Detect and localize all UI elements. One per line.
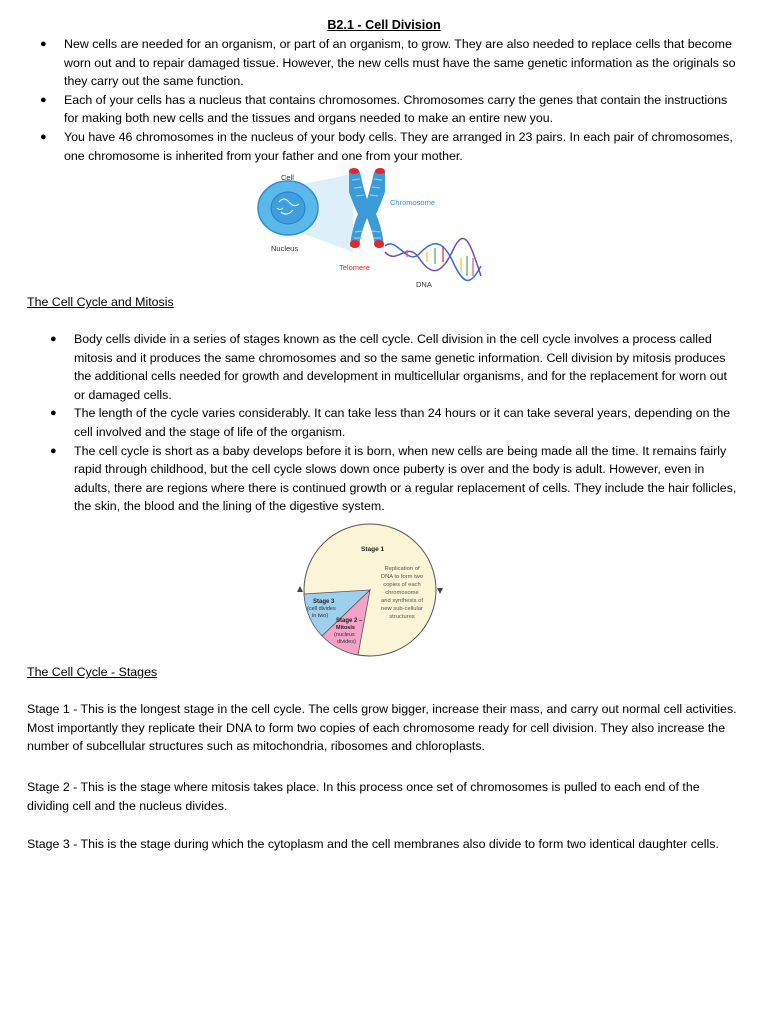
- stage1-desc-line: and synthesis of: [381, 598, 423, 604]
- bullet-icon: ●: [50, 333, 57, 345]
- bullet-icon: ●: [50, 444, 57, 457]
- page-title: B2.1 - Cell Division: [327, 18, 441, 32]
- stage1-desc-line: DNA to form two: [380, 574, 424, 580]
- stage2-title: Stage 2 –: [336, 618, 363, 624]
- stage2-paragraph: Stage 2 - This is the stage where mitosis takes place. In this process once set of chromosomes is pulled to each end of the dividing cell and the nucleus divides.: [27, 780, 700, 813]
- list-item: [50, 442, 738, 516]
- list-item: [40, 91, 736, 128]
- list-item: [50, 330, 738, 404]
- bullet-icon: ●: [40, 130, 47, 143]
- cell-cycle-diagram: [296, 522, 444, 658]
- bullet-text: You have 46 chromosomes in the nucleus of your body cells. They are arranged in 23 pairs. In each pair of chromosomes, one chromosome is inherited from your father and one from your mother.: [64, 129, 733, 163]
- section-heading-cell-cycle-stages: The Cell Cycle - Stages: [27, 665, 158, 679]
- chromosome-diagram: [257, 166, 483, 290]
- mitosis-bullet-list: [50, 330, 738, 516]
- nucleus-label: Nucleus: [271, 244, 299, 253]
- stage3-title: Stage 3: [313, 599, 335, 605]
- bullet-text: Body cells divide in a series of stages known as the cell cycle. Cell division in the cell cycle involves a process called mitosis and it produces the same chromosomes and so the same genetic information. Cell division by mitosis produces the additional cells needed for growth and development in multicellular organisms, and for the replacement for worn out or damaged cells.: [74, 332, 727, 402]
- stage1-desc-line: Replication of: [384, 566, 420, 572]
- intro-bullet-list: [40, 35, 736, 165]
- stage1-desc-line: structures: [389, 614, 415, 620]
- list-item: [40, 35, 736, 91]
- bullet-icon: ●: [50, 407, 57, 420]
- stage3-desc-line: in two): [312, 613, 329, 619]
- stage3-paragraph: Stage 3 - This is the stage during which the cytoplasm and the cell membranes also divide to form two identical daughter cells.: [27, 837, 719, 851]
- bullet-icon: ●: [40, 93, 47, 106]
- stage1-desc-line: copies of each: [383, 582, 421, 588]
- stage1-title: Stage 1: [361, 546, 385, 553]
- list-item: [50, 404, 738, 441]
- cell-label: Cell: [281, 173, 294, 182]
- bullet-text: The length of the cycle varies considerably. It can take less than 24 hours or it can take several years, depending on the cell involved and the stage of life of the organism.: [74, 406, 731, 439]
- stage1-paragraph: Stage 1 - This is the longest stage in the cell cycle. The cells grow bigger, increase their mass, and carry out normal cell activities. Most importantly they replicate their DNA to form two copies of each chromosome ready for cell division. They also increase the number of subcellular structures such as mitochondria, ribosomes and chloroplasts.: [27, 702, 737, 754]
- stage2-desc-line: divides): [337, 639, 356, 645]
- chromosome-label: Chromosome: [390, 198, 436, 207]
- telomere-label: Telomere: [339, 263, 370, 272]
- bullet-text: The cell cycle is short as a baby develops before it is born, when new cells are being made all the time. It remains fairly rapid through childhood, but the cell cycle slows down once puberty is over and the body is adult. However, even in adults, there are regions where there is continued growth or a regular replacement of cells. They include the hair follicles, the skin, the blood and the lining of the digestive system.: [74, 443, 737, 514]
- list-item: [40, 128, 736, 165]
- stage3-desc-line: (cell divides: [307, 606, 336, 612]
- bullet-icon: ●: [40, 38, 47, 50]
- section-heading-cell-cycle-mitosis: The Cell Cycle and Mitosis: [27, 295, 174, 309]
- stage2-subtitle: Mitosis: [336, 625, 355, 631]
- bullet-text: Each of your cells has a nucleus that contains chromosomes. Chromosomes carry the genes that contain the instructions for making both new cells and the tissues and organs needed to make an entire new you.: [64, 92, 728, 126]
- stage1-desc-line: chromosome: [385, 590, 419, 596]
- stage2-desc-line: (nucleus: [334, 632, 355, 638]
- dna-label: DNA: [416, 280, 432, 289]
- bullet-text: New cells are needed for an organism, or part of an organism, to grow. They are also needed to replace cells that become worn out and to repair damaged tissue. However, the new cells must have the same genetic information as the originals so they carry out the same function.: [64, 37, 736, 89]
- stage1-desc-line: new sub-cellular: [381, 606, 423, 612]
